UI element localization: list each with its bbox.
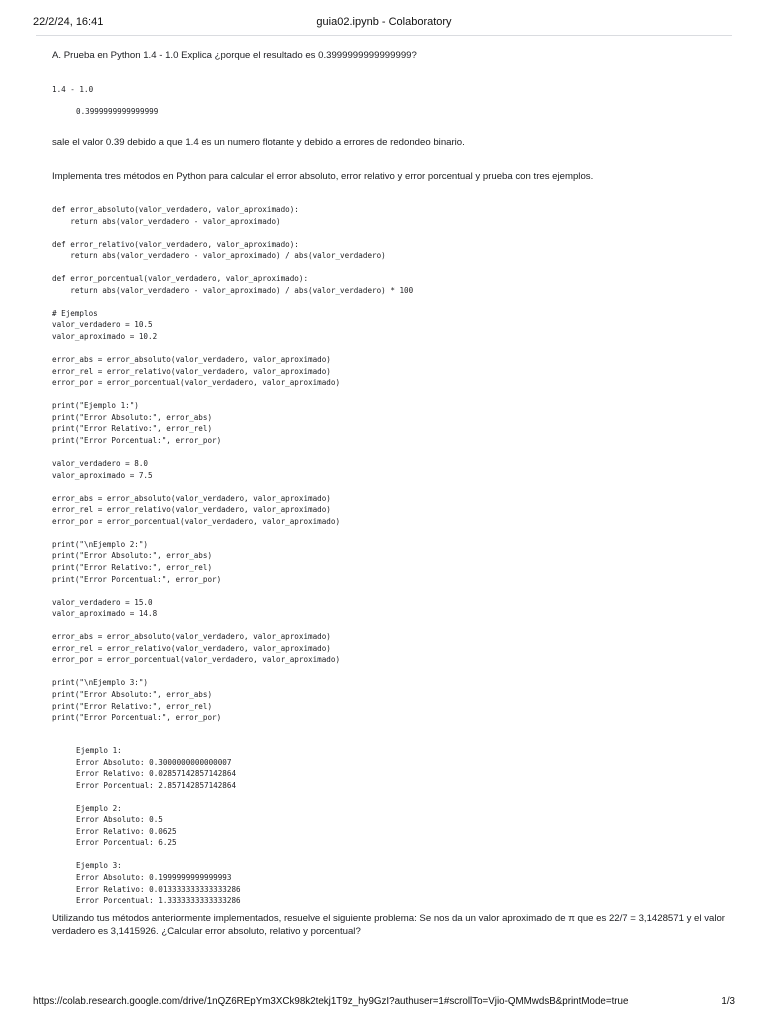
page-number: 1/3 xyxy=(721,996,735,1007)
answer-a-text: sale el valor 0.39 debido a que 1.4 es un numero flotante y debido a errores de redondeo binario. xyxy=(52,137,465,148)
print-datetime: 22/2/24, 16:41 xyxy=(33,16,104,28)
question-a-text: A. Prueba en Python 1.4 - 1.0 Explica ¿porque el resultado es 0.3999999999999999? xyxy=(52,50,417,61)
print-url: https://colab.research.google.com/drive/1nQZ6REpYm3XCk98k2tekj1T9z_hy9GzI?authuser=1#scrollTo=Vjio-QMMwdsB&printMode=true xyxy=(33,996,629,1007)
problem-c-text: Utilizando tus métodos anteriormente implementados, resuelve el siguiente problema: Se nos da un valor aproximado de π que es 22/7 = 3,1428571 y el valor verdadero es 3,1415926. ¿Calcular error absoluto, relativo y porcentual? xyxy=(52,913,725,937)
print-footer xyxy=(0,996,768,1010)
code-cell-subtraction[interactable]: 1.4 - 1.0 xyxy=(52,85,94,94)
print-title: guia02.ipynb - Colaboratory xyxy=(316,16,452,28)
code-cell-error-functions[interactable]: def error_absoluto(valor_verdadero, valor_aproximado): return abs(valor_verdadero - valor_aproximado) def error_relativo(valor_verdadero, valor_aproximado): return abs(valor_verdadero - valor_aproximado) / abs(valor_verdadero) def error_porcentual(valor_verdadero, valor_aproximado): return abs(valor_verdadero - valor_aproximado) / abs(valor_verdadero) * 100 # Ejemplos valor_verdadero = 10.5 valor_aproximado = 10.2 error_abs = error_absoluto(valor_verdadero, valor_aproximado) error_rel = error_relativo(valor_verdadero, valor_aproximado) error_por = error_porcentual(valor_verdadero, valor_aproximado) print("Ejemplo 1:") print("Error Absoluto:", error_abs) print("Error Relativo:", error_rel) print("Error Porcentual:", error_por) valor_verdadero = 8.0 valor_aproximado = 7.5 error_abs = error_absoluto(valor_verdadero, valor_aproximado) error_rel = error_relativo(valor_verdadero, valor_aproximado) error_por = error_porcentual(valor_verdadero, valor_aproximado) print("\nEjemplo 2:") print("Error Absoluto:", error_abs) print("Error Relativo:", error_rel) print("Error Porcentual:", error_por) valor_verdadero = 15.0 valor_aproximado = 14.8 error_abs = error_absoluto(valor_verdadero, valor_aproximado) error_rel = error_relativo(valor_verdadero, valor_aproximado) error_por = error_porcentual(valor_verdadero, valor_aproximado) print("\nEjemplo 3:") print("Error Absoluto:", error_abs) print("Error Relativo:", error_rel) print("Error Porcentual:", error_por) xyxy=(52,205,414,723)
output-examples: Ejemplo 1: Error Absoluto: 0.3000000000000007 Error Relativo: 0.02857142857142864 Error Porcentual: 2.857142857142864 Ejemplo 2: Error Absoluto: 0.5 Error Relativo: 0.0625 Error Porcentual: 6.25 Ejemplo 3: Error Absoluto: 0.1999999999999993 Error Relativo: 0.013333333333333286 Error Porcentual: 1.3333333333333286 xyxy=(76,746,241,906)
instruction-b-text: Implementa tres métodos en Python para calcular el error absoluto, error relativo y error porcentual y prueba con tres ejemplos. xyxy=(52,171,594,182)
output-subtraction: 0.3999999999999999 xyxy=(76,107,159,116)
